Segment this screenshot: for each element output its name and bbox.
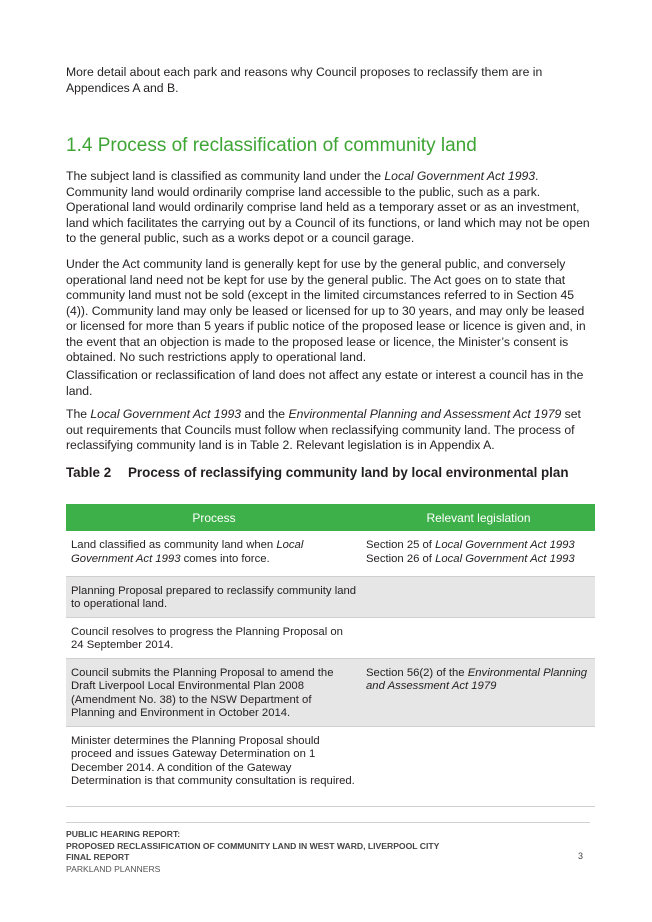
- footer-report-type: PUBLIC HEARING REPORT:: [66, 829, 181, 839]
- process-table: [66, 504, 595, 807]
- legislation-cell: [362, 726, 595, 806]
- legislation-cell: [362, 531, 595, 576]
- para4-text-e: set out requirements that Councils must follow when reclassifying community land. The process of reclassifying community land is in Table 2. Relevant legislation is in Appendix A.: [66, 407, 581, 452]
- legislation-act-title: Local Government Act 1993: [435, 539, 575, 551]
- section-heading: 1.4 Process of reclassification of community land: [66, 135, 477, 156]
- table-caption-number: Table 2: [66, 465, 112, 480]
- process-cell: Council resolves to progress the Planning Proposal on 24 September 2014.: [66, 617, 362, 658]
- footer-report-status: FINAL REPORT: [66, 852, 130, 862]
- paragraph-classification: [66, 169, 596, 247]
- legislation-text: Section 26 of: [366, 552, 436, 565]
- legislation-cell: [362, 576, 595, 617]
- process-text: comes into force.: [180, 552, 270, 565]
- para1-act-title: Local Government Act 1993: [384, 169, 536, 183]
- process-cell: Planning Proposal prepared to reclassify community land to operational land.: [66, 576, 362, 617]
- legislation-cell: [362, 617, 595, 658]
- paragraph-estate-interest: Classification or reclassification of land does not affect any estate or interest a council has in the land.: [66, 368, 584, 398]
- legislation-act-title: Local Government Act 1993: [435, 552, 575, 565]
- process-cell: Council submits the Planning Proposal to amend the Draft Liverpool Local Environmental Plan 2008 (Amendment No. 38) to the NSW Department of Planning and Environment in October 2014.: [66, 658, 362, 726]
- header-legislation: Relevant legislation: [362, 504, 595, 531]
- para4-text-c: and the: [241, 407, 289, 421]
- para1-text-c: . Community land would ordinarily comprise land accessible to the public, such as a park. Operational land would ordinarily comprise land held as a temporary asset or as an investment, land which facilitates the carrying out by a Council of its functions, or land which may not be open to the general public, such as a works depot or a council garage.: [66, 169, 590, 245]
- table-row: [66, 726, 595, 806]
- legislation-text: Section 56(2) of the: [366, 666, 468, 679]
- footer-report-title: PROPOSED RECLASSIFICATION OF COMMUNITY LAND IN WEST WARD, LIVERPOOL CITY: [66, 840, 440, 851]
- table-row: [66, 576, 595, 617]
- legislation-line: [366, 553, 590, 567]
- legislation-cell: [362, 658, 595, 726]
- intro-paragraph: More detail about each park and reasons why Council proposes to reclassify them are in Appendices A and B.: [66, 65, 543, 95]
- para4-act-title-2: Environmental Planning and Assessment Act 1979: [288, 407, 562, 421]
- legislation-text: Section 25 of: [366, 539, 436, 551]
- page-footer: [66, 822, 590, 875]
- table-caption: [66, 465, 569, 480]
- paragraph-restrictions: Under the Act community land is generally kept for use by the general public, and conversely operational land need not be kept for use by the general public. The Act goes on to state that community land must not be sold (except in the limited circumstances referred to in Section 45 (4)). Community land may only be leased or licensed for up to 30 years, and may only be leased or licensed for more than 5 years if public notice of the proposed lease or licence is given and, in the event that an objection is made to the proposed lease or licence, the Minister’s consent is obtained. No such restrictions apply to operational land.: [66, 257, 586, 364]
- legislation-line: [366, 539, 590, 553]
- process-cell: [66, 531, 362, 576]
- process-act-title: Local Government Act 1993: [71, 539, 304, 565]
- table-header-row: [66, 504, 595, 531]
- paragraph-requirements: [66, 407, 596, 454]
- process-text: Land classified as community land when: [71, 539, 277, 551]
- table-row: [66, 531, 595, 576]
- para1-text-a: The subject land is classified as community land under the: [66, 169, 385, 183]
- footer-author: PARKLAND PLANNERS: [66, 863, 161, 874]
- table-row: [66, 617, 595, 658]
- table-caption-title: Process of reclassifying community land by local environmental plan: [128, 465, 569, 480]
- header-process: Process: [66, 504, 362, 531]
- legislation-act-title: Environmental Planning and Assessment Act 1979: [366, 666, 588, 692]
- page-number: 3: [578, 851, 584, 861]
- process-cell: Minister determines the Planning Proposal should proceed and issues Gateway Determination on 1 December 2014. A condition of the Gateway Determination is that community consultation is required.: [66, 726, 362, 806]
- table-row: [66, 658, 595, 726]
- para4-act-title-1: Local Government Act 1993: [90, 407, 242, 421]
- para4-text-a: The: [66, 407, 91, 421]
